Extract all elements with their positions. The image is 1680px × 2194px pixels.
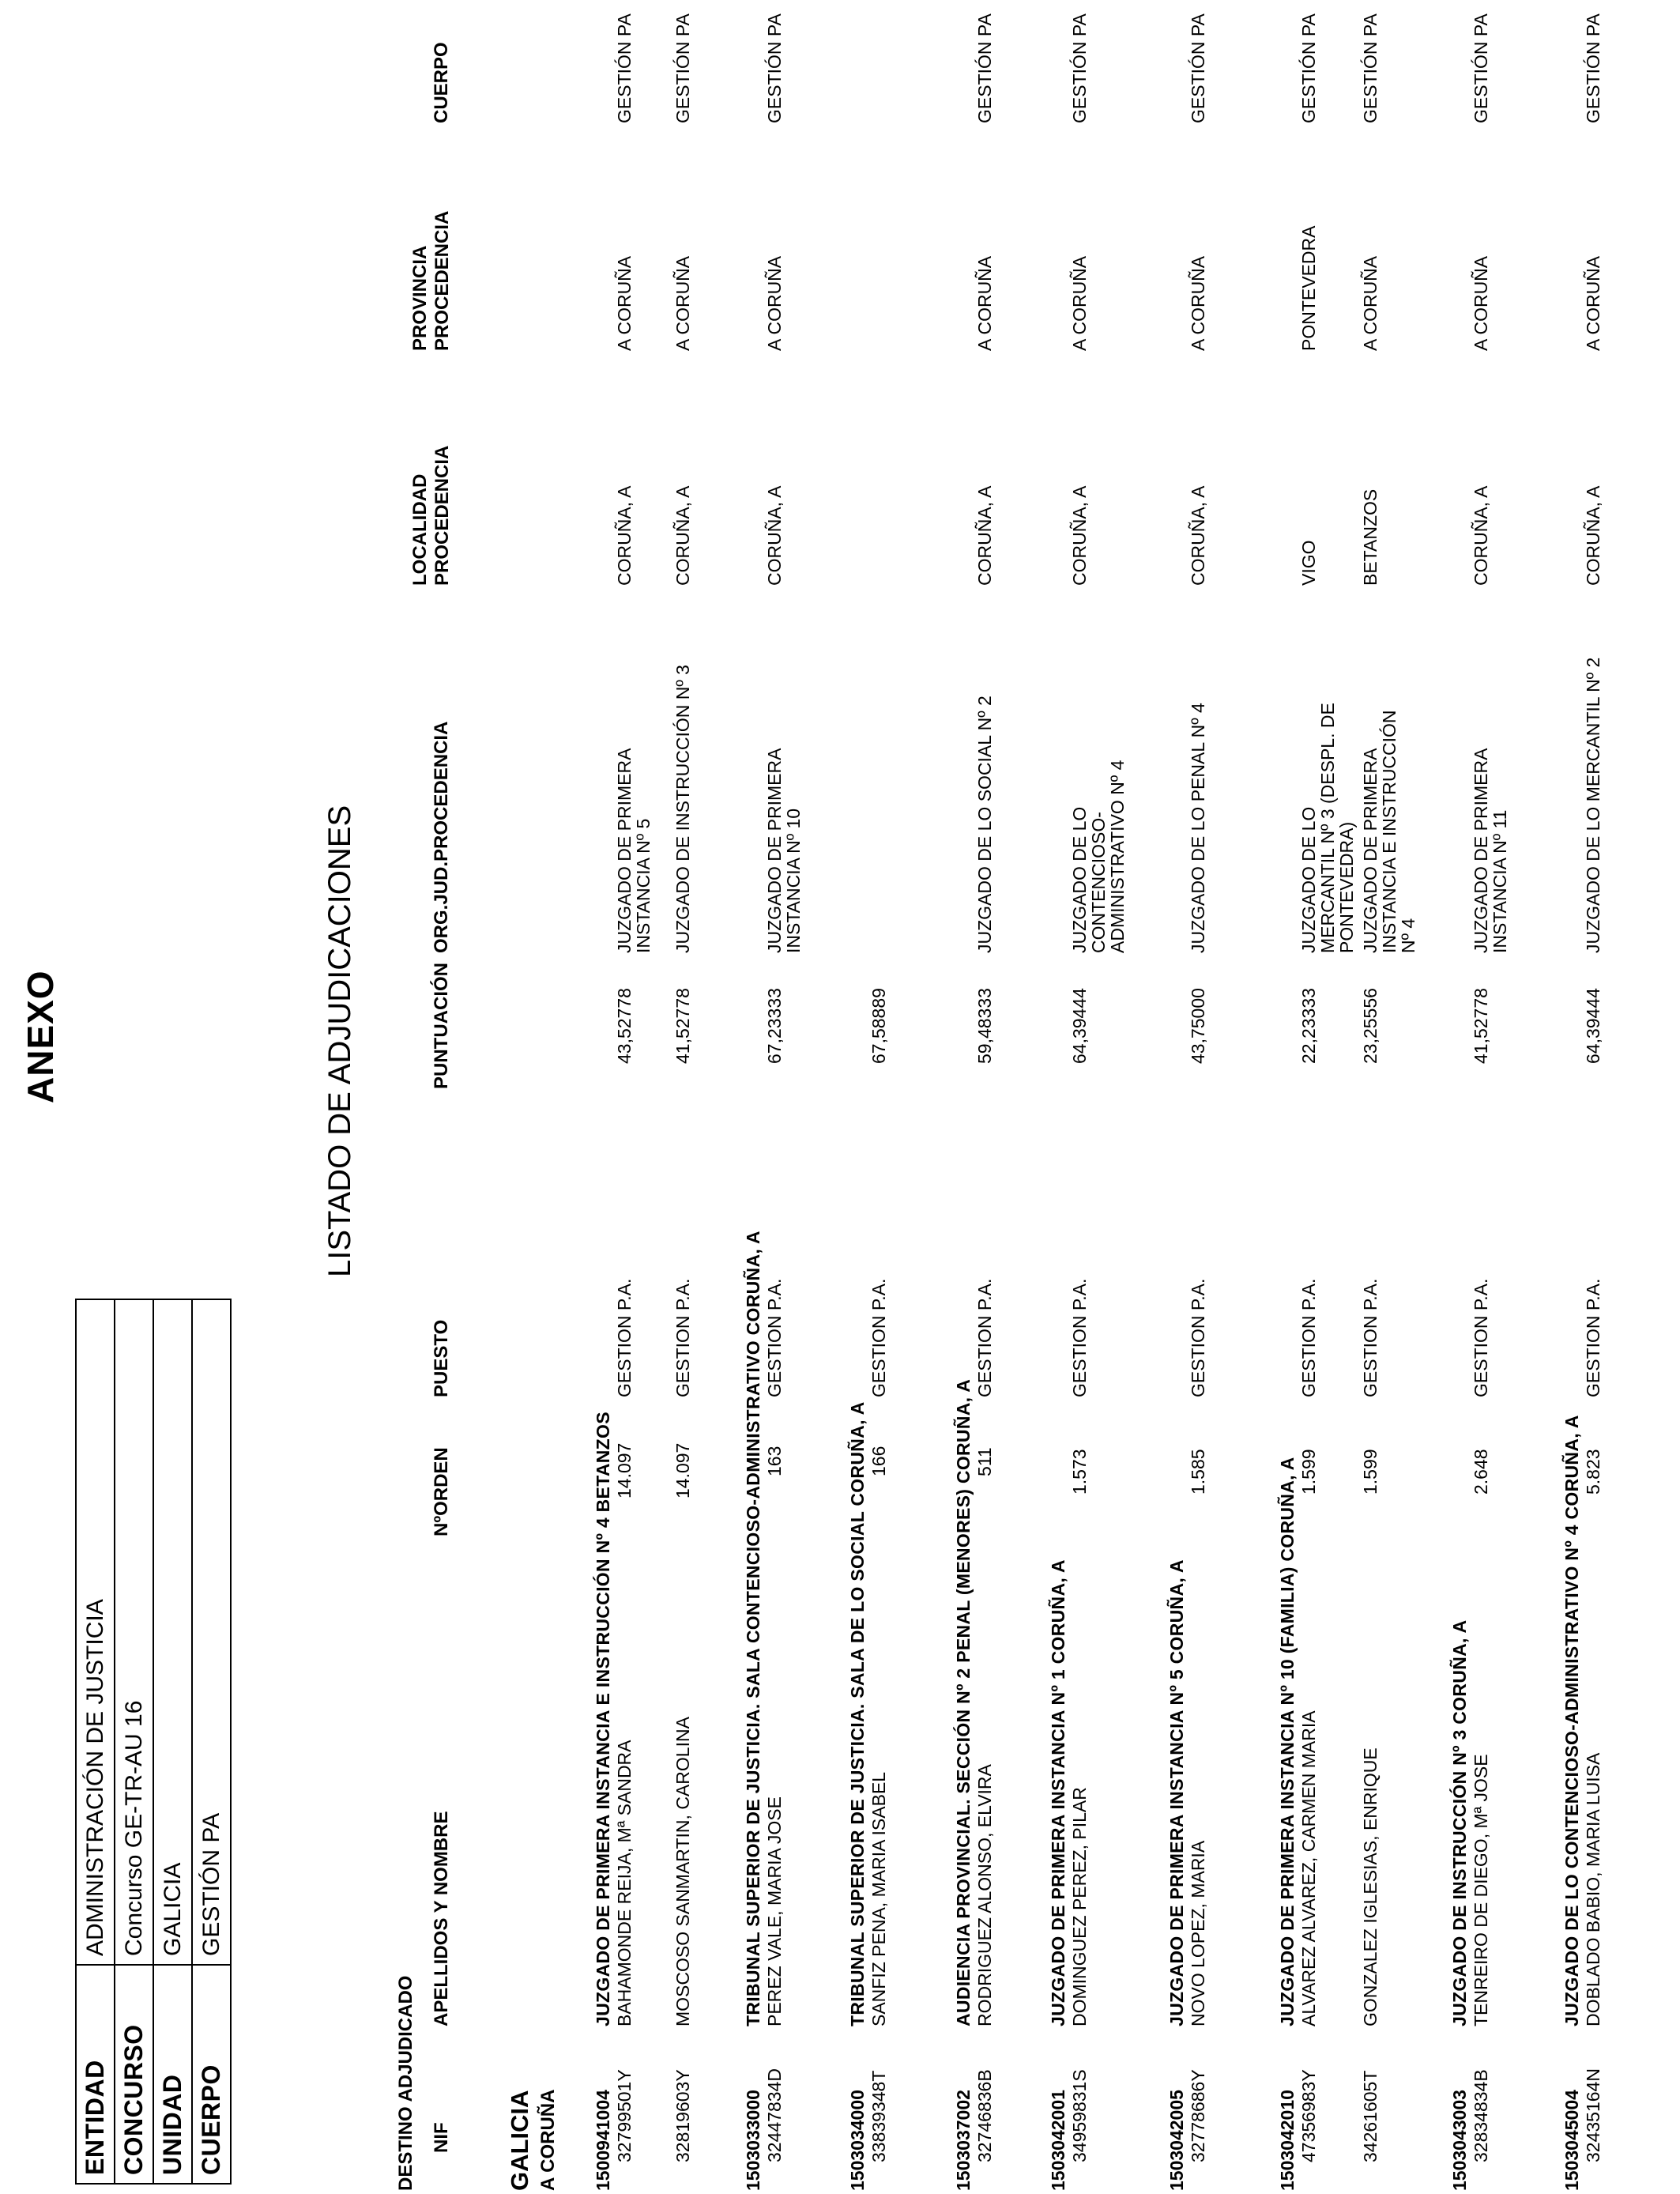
cell-localidad: CORUÑA, A bbox=[1471, 485, 1491, 586]
annex-title: ANEXO bbox=[20, 970, 61, 1103]
cell-localidad: CORUÑA, A bbox=[1583, 485, 1603, 586]
cell-puntuacion: 23,25556 bbox=[1360, 988, 1381, 1064]
destination-name: JUZGADO DE PRIMERA INSTANCIA E INSTRUCCIÓN Nº 4 BETANZOS bbox=[593, 1412, 613, 2026]
cell-orden: 2.648 bbox=[1471, 1449, 1491, 1495]
cell-puntuacion: 43,75000 bbox=[1188, 988, 1208, 1064]
cell-nif: 32447834D bbox=[764, 2068, 785, 2162]
destination-name: JUZGADO DE PRIMERA INSTANCIA Nº 1 CORUÑA, A bbox=[1048, 1559, 1068, 2026]
cell-cuerpo: GESTIÓN PA bbox=[672, 13, 693, 123]
info-value: Concurso GE-TR-AU 16 bbox=[115, 1299, 153, 1965]
destination-name: JUZGADO DE INSTRUCCIÓN Nº 3 CORUÑA, A bbox=[1449, 1619, 1470, 2026]
cell-cuerpo: GESTIÓN PA bbox=[1471, 13, 1491, 123]
cell-provincia: A CORUÑA bbox=[614, 255, 635, 351]
cell-provincia: A CORUÑA bbox=[1583, 255, 1603, 351]
cell-name: RODRIGUEZ ALONSO, ELVIRA bbox=[974, 1764, 995, 2026]
cell-orden: 5.823 bbox=[1583, 1449, 1603, 1495]
cell-nif: 32435164N bbox=[1583, 2068, 1603, 2162]
cell-cuerpo: GESTIÓN PA bbox=[1360, 13, 1381, 123]
info-label: CUERPO bbox=[192, 1965, 231, 2184]
cell-cuerpo: GESTIÓN PA bbox=[1583, 13, 1603, 123]
cell-puntuacion: 41,52778 bbox=[672, 988, 693, 1064]
cell-name: GONZALEZ IGLESIAS, ENRIQUE bbox=[1360, 1747, 1381, 2026]
cell-nif: 32746836B bbox=[974, 2069, 995, 2162]
cell-provincia: A CORUÑA bbox=[764, 255, 785, 351]
header-nif: NIF bbox=[431, 2122, 452, 2153]
cell-puesto: GESTION P.A. bbox=[1188, 1278, 1208, 1397]
cell-cuerpo: GESTIÓN PA bbox=[1298, 13, 1319, 123]
cell-puesto: GESTION P.A. bbox=[672, 1278, 693, 1397]
destination-name: JUZGADO DE LO CONTENCIOSO-ADMINISTRATIVO Nº 4 CORUÑA, A bbox=[1561, 1415, 1582, 2026]
cell-puntuacion: 22,23333 bbox=[1298, 988, 1319, 1064]
cell-name: DOMINGUEZ PEREZ, PILAR bbox=[1069, 1787, 1090, 2026]
cell-localidad: CORUÑA, A bbox=[1069, 485, 1090, 586]
cell-org: JUZGADO DE INSTRUCCIÓN Nº 3 bbox=[672, 665, 693, 953]
info-row-entidad bbox=[76, 1299, 115, 2184]
header-localidad-line: PROCEDENCIA bbox=[431, 445, 453, 586]
cell-puesto: GESTION P.A. bbox=[1583, 1278, 1603, 1397]
cell-puntuacion: 64,39444 bbox=[1583, 988, 1603, 1064]
province-heading: A CORUÑA bbox=[537, 2089, 559, 2191]
header-puesto: PUESTO bbox=[431, 1319, 452, 1397]
cell-orden: 1.585 bbox=[1188, 1449, 1208, 1495]
header-provincia-line: PROCEDENCIA bbox=[431, 210, 453, 351]
destination-code: 1503042001 bbox=[1048, 2090, 1068, 2191]
cell-provincia: A CORUÑA bbox=[1069, 255, 1090, 351]
cell-puesto: GESTION P.A. bbox=[868, 1278, 889, 1397]
destination-name: TRIBUNAL SUPERIOR DE JUSTICIA. SALA DE LO SOCIAL CORUÑA, A bbox=[847, 1401, 868, 2026]
cell-orden: 163 bbox=[764, 1446, 785, 1476]
cell-puesto: GESTION P.A. bbox=[614, 1278, 635, 1397]
cell-puntuacion: 41,52778 bbox=[1471, 988, 1491, 1064]
region-heading: GALICIA bbox=[506, 2090, 533, 2191]
cell-name: MOSCOSO SANMARTIN, CAROLINA bbox=[672, 1717, 693, 2026]
info-label: ENTIDAD bbox=[76, 1965, 115, 2184]
destination-code: 1503045004 bbox=[1561, 2090, 1582, 2191]
cell-orden: 166 bbox=[868, 1446, 889, 1476]
destination-code: 1503042005 bbox=[1166, 2090, 1187, 2191]
cell-name: BAHAMONDE REIJA, Mª SANDRA bbox=[614, 1740, 635, 2026]
cell-provincia: A CORUÑA bbox=[974, 255, 995, 351]
cell-org: JUZGADO DE PRIMERA INSTANCIA E INSTRUCCIÓN Nº 4 bbox=[1360, 710, 1418, 953]
cell-orden: 14.097 bbox=[614, 1442, 635, 1498]
destination-name: JUZGADO DE PRIMERA INSTANCIA Nº 10 (FAMILIA) CORUÑA, A bbox=[1277, 1457, 1298, 2026]
cell-org: JUZGADO DE PRIMERA INSTANCIA Nº 11 bbox=[1471, 748, 1510, 953]
destination-code: 1503042010 bbox=[1277, 2090, 1298, 2191]
destination-code: 1503033000 bbox=[743, 2090, 763, 2191]
header-destino: DESTINO ADJUDICADO bbox=[395, 1975, 416, 2191]
cell-name: NOVO LOPEZ, MARIA bbox=[1188, 1840, 1208, 2026]
cell-puesto: GESTION P.A. bbox=[974, 1278, 995, 1397]
cell-provincia: A CORUÑA bbox=[672, 255, 693, 351]
cell-org: JUZGADO DE LO CONTENCIOSO-ADMINISTRATIVO Nº 4 bbox=[1069, 760, 1128, 953]
cell-provincia: A CORUÑA bbox=[1471, 255, 1491, 351]
cell-provincia: A CORUÑA bbox=[1188, 255, 1208, 351]
destination-name: TRIBUNAL SUPERIOR DE JUSTICIA. SALA CONTENCIOSO-ADMINISTRATIVO CORUÑA, A bbox=[743, 1231, 763, 2026]
cell-orden: 511 bbox=[974, 1447, 995, 1476]
cell-org: JUZGADO DE LO MERCANTIL Nº 2 bbox=[1583, 657, 1603, 953]
cell-nif: 32819603Y bbox=[672, 2069, 693, 2162]
cell-puntuacion: 67,23333 bbox=[764, 988, 785, 1064]
cell-puntuacion: 67,58889 bbox=[868, 988, 889, 1064]
cell-puesto: GESTION P.A. bbox=[1360, 1278, 1381, 1397]
cell-cuerpo: GESTIÓN PA bbox=[1069, 13, 1090, 123]
cell-puesto: GESTION P.A. bbox=[764, 1278, 785, 1397]
cell-provincia: PONTEVEDRA bbox=[1298, 225, 1319, 351]
cell-name: SANFIZ PENA, MARIA ISABEL bbox=[868, 1771, 889, 2026]
cell-provincia: A CORUÑA bbox=[1360, 255, 1381, 351]
cell-nif: 32834834B bbox=[1471, 2069, 1491, 2162]
cell-puntuacion: 64,39444 bbox=[1069, 988, 1090, 1064]
cell-localidad: BETANZOS bbox=[1360, 488, 1381, 586]
info-row-unidad bbox=[153, 1299, 192, 2184]
cell-name: DOBLADO BABIO, MARIA LUISA bbox=[1583, 1752, 1603, 2026]
cell-org: JUZGADO DE LO PENAL Nº 4 bbox=[1188, 703, 1208, 953]
cell-nif: 47356983Y bbox=[1298, 2069, 1319, 2162]
cell-org: JUZGADO DE PRIMERA INSTANCIA Nº 5 bbox=[614, 748, 654, 953]
header-provincia bbox=[409, 211, 454, 351]
cell-orden: 1.599 bbox=[1360, 1449, 1381, 1495]
destination-code: 1500941004 bbox=[593, 2090, 613, 2191]
header-apellidos: APELLIDOS Y NOMBRE bbox=[431, 1811, 452, 2026]
destination-name: JUZGADO DE PRIMERA INSTANCIA Nº 5 CORUÑA, A bbox=[1166, 1559, 1187, 2026]
cell-cuerpo: GESTIÓN PA bbox=[1188, 13, 1208, 123]
cell-nif: 33839348T bbox=[868, 2070, 889, 2162]
destination-code: 1503034000 bbox=[847, 2090, 868, 2191]
cell-name: TENREIRO DE DIEGO, Mª JOSE bbox=[1471, 1754, 1491, 2026]
header-provincia-line: PROVINCIA bbox=[409, 245, 431, 351]
destination-code: 1503037002 bbox=[953, 2090, 974, 2191]
cell-cuerpo: GESTIÓN PA bbox=[974, 13, 995, 123]
cell-localidad: CORUÑA, A bbox=[974, 485, 995, 586]
cell-localidad: CORUÑA, A bbox=[1188, 485, 1208, 586]
info-label: CONCURSO bbox=[115, 1965, 153, 2184]
cell-puntuacion: 43,52778 bbox=[614, 988, 635, 1064]
cell-orden: 14.097 bbox=[672, 1442, 693, 1498]
cell-puesto: GESTION P.A. bbox=[1298, 1278, 1319, 1397]
cell-org: JUZGADO DE LO MERCANTIL Nº 3 (DESPL. DE PONTEVEDRA) bbox=[1298, 703, 1357, 953]
cell-orden: 1.599 bbox=[1298, 1449, 1319, 1495]
cell-puesto: GESTION P.A. bbox=[1471, 1278, 1491, 1397]
header-puntuacion: PUNTUACIÓN bbox=[431, 963, 452, 1089]
cell-nif: 34959831S bbox=[1069, 2069, 1090, 2162]
cell-name: PEREZ VALE, MARIA JOSE bbox=[764, 1796, 785, 2026]
header-cuerpo: CUERPO bbox=[431, 42, 452, 123]
info-table bbox=[75, 1299, 232, 2185]
cell-org: JUZGADO DE PRIMERA INSTANCIA Nº 10 bbox=[764, 748, 804, 953]
info-value: GALICIA bbox=[153, 1299, 192, 1965]
info-value: ADMINISTRACIÓN DE JUSTICIA bbox=[76, 1299, 115, 1965]
info-label: UNIDAD bbox=[153, 1965, 192, 2184]
header-norden: NºORDEN bbox=[431, 1447, 452, 1536]
cell-localidad: VIGO bbox=[1298, 540, 1319, 586]
info-row-cuerpo bbox=[192, 1299, 231, 2184]
info-row-concurso bbox=[115, 1299, 153, 2184]
destination-code: 1503043003 bbox=[1449, 2090, 1470, 2191]
cell-puesto: GESTION P.A. bbox=[1069, 1278, 1090, 1397]
cell-localidad: CORUÑA, A bbox=[614, 485, 635, 586]
cell-localidad: CORUÑA, A bbox=[672, 485, 693, 586]
cell-orden: 1.573 bbox=[1069, 1449, 1090, 1495]
cell-puntuacion: 59,48333 bbox=[974, 988, 995, 1064]
cell-name: ALVAREZ ALVAREZ, CARMEN MARIA bbox=[1298, 1710, 1319, 2026]
listing-title: LISTADO DE ADJUDICACIONES bbox=[322, 805, 357, 1277]
cell-cuerpo: GESTIÓN PA bbox=[614, 13, 635, 123]
header-org: ORG.JUD.PROCEDENCIA bbox=[431, 721, 452, 953]
info-value: GESTIÓN PA bbox=[192, 1299, 231, 1965]
cell-cuerpo: GESTIÓN PA bbox=[764, 13, 785, 123]
cell-nif: 34261605T bbox=[1360, 2070, 1381, 2162]
header-localidad-line: LOCALIDAD bbox=[409, 473, 431, 586]
destination-name: AUDIENCIA PROVINCIAL. SECCIÓN Nº 2 PENAL (MENORES) CORUÑA, A bbox=[953, 1378, 974, 2026]
cell-localidad: CORUÑA, A bbox=[764, 485, 785, 586]
header-localidad bbox=[409, 446, 454, 586]
cell-nif: 32778686Y bbox=[1188, 2069, 1208, 2162]
cell-org: JUZGADO DE LO SOCIAL Nº 2 bbox=[974, 696, 995, 953]
cell-nif: 32799501Y bbox=[614, 2069, 635, 2162]
